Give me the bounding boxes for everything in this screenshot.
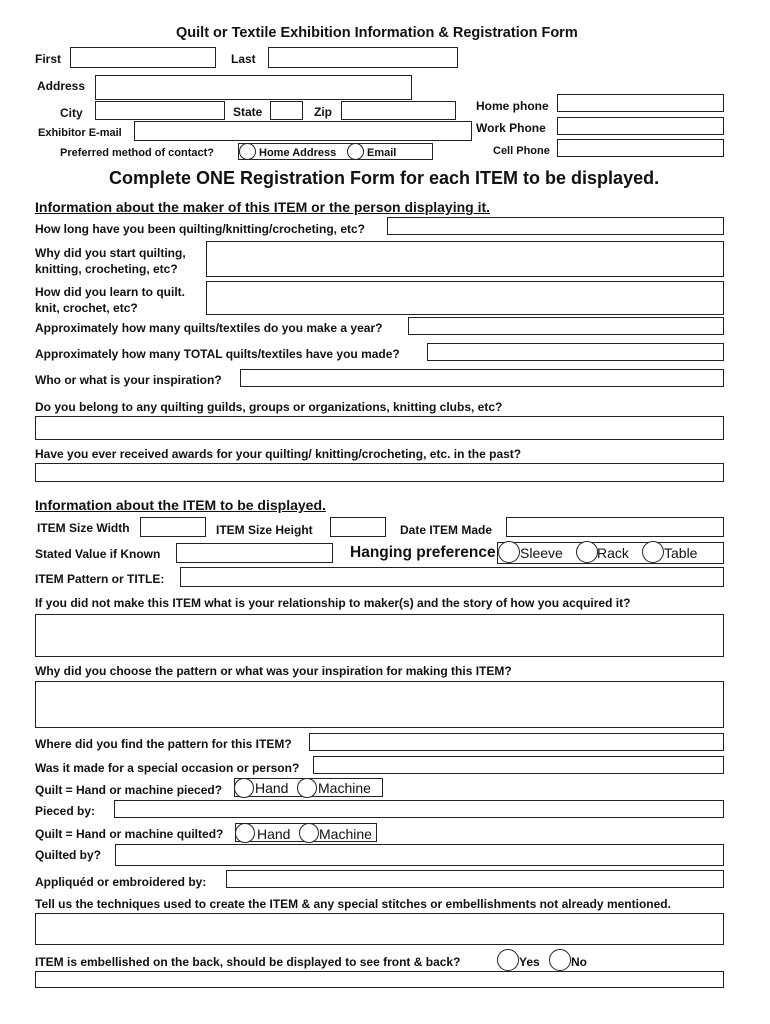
item-height-label: ITEM Size Height: [216, 523, 313, 537]
rack-radio[interactable]: [576, 541, 598, 563]
table-radio[interactable]: [642, 541, 664, 563]
pieced-by-field[interactable]: [114, 800, 724, 818]
city-label: City: [60, 106, 83, 120]
city-field[interactable]: [95, 101, 225, 120]
address-field[interactable]: [95, 75, 412, 100]
guilds-field[interactable]: [35, 416, 724, 440]
applique-label: Appliquéd or embroidered by:: [35, 875, 207, 889]
address-label: Address: [37, 79, 86, 93]
pieced-hand-radio[interactable]: [234, 778, 254, 798]
relationship-question: If you did not make this ITEM what is your relationship to maker(s) and the story of how you acquired it?: [35, 596, 631, 610]
date-made-field[interactable]: [506, 517, 724, 537]
back-display-question: ITEM is embellished on the back, should be displayed to see front & back?: [35, 955, 461, 969]
item-width-label: ITEM Size Width: [37, 521, 130, 535]
per-year-question: Approximately how many quilts/textiles do you make a year?: [35, 321, 383, 335]
where-pattern-field[interactable]: [309, 733, 724, 751]
back-no-radio[interactable]: [549, 949, 571, 971]
why-start-question-line1: Why did you start quilting,: [35, 246, 186, 260]
inspiration-question: Who or what is your inspiration?: [35, 373, 222, 387]
quilted-by-field[interactable]: [115, 844, 724, 866]
state-field[interactable]: [270, 101, 303, 120]
quilted-hand-option-label: Hand: [257, 826, 291, 842]
cell-phone-field[interactable]: [557, 139, 724, 157]
date-made-label: Date ITEM Made: [400, 523, 493, 537]
back-no-option-label: No: [571, 955, 587, 969]
total-field[interactable]: [427, 343, 724, 361]
email-label: Exhibitor E-mail: [38, 127, 122, 139]
special-occasion-question: Was it made for a special occasion or person?: [35, 761, 300, 775]
where-pattern-question: Where did you find the pattern for this ITEM?: [35, 737, 292, 751]
hanging-preference-label: Hanging preference: [350, 544, 496, 561]
item-section-title: Information about the ITEM to be displayed.: [35, 497, 326, 513]
applique-field[interactable]: [226, 870, 724, 888]
pieced-hand-option-label: Hand: [255, 780, 289, 796]
last-name-field[interactable]: [268, 47, 458, 68]
table-option-label: Table: [664, 545, 698, 561]
back-display-field[interactable]: [35, 971, 724, 988]
state-label: State: [233, 105, 263, 119]
email-field[interactable]: [134, 121, 472, 141]
home-address-option-label: Home Address: [259, 147, 337, 159]
back-yes-option-label: Yes: [519, 955, 540, 969]
rack-option-label: Rack: [597, 545, 629, 561]
pieced-machine-option-label: Machine: [318, 780, 371, 796]
home-phone-field[interactable]: [557, 94, 724, 112]
awards-field[interactable]: [35, 463, 724, 482]
guilds-question: Do you belong to any quilting guilds, groups or organizations, knitting clubs, etc?: [35, 400, 503, 414]
how-learn-question-line2: knit, crochet, etc?: [35, 301, 138, 315]
how-learn-field[interactable]: [206, 281, 724, 315]
why-start-field[interactable]: [206, 241, 724, 277]
item-height-field[interactable]: [330, 517, 386, 537]
form-title: Quilt or Textile Exhibition Information & Registration Form: [176, 25, 578, 41]
why-pattern-question: Why did you choose the pattern or what was your inspiration for making this ITEM?: [35, 664, 512, 678]
awards-question: Have you ever received awards for your quilting/ knitting/crocheting, etc. in the past?: [35, 447, 522, 461]
last-name-label: Last: [231, 52, 256, 66]
email-radio[interactable]: [347, 143, 364, 160]
how-long-question: How long have you been quilting/knitting/crocheting, etc?: [35, 222, 366, 236]
maker-section-title: Information about the maker of this ITEM or the person displaying it.: [35, 199, 491, 215]
per-year-field[interactable]: [408, 317, 724, 335]
pieced-method-question: Quilt = Hand or machine pieced?: [35, 783, 223, 797]
sleeve-radio[interactable]: [498, 541, 520, 563]
relationship-field[interactable]: [35, 614, 724, 657]
quilted-by-label: Quilted by?: [35, 848, 101, 862]
work-phone-field[interactable]: [557, 117, 724, 135]
sleeve-option-label: Sleeve: [520, 545, 563, 561]
back-yes-radio[interactable]: [497, 949, 519, 971]
how-long-field[interactable]: [387, 217, 724, 235]
quilted-machine-radio[interactable]: [299, 823, 319, 843]
email-option-label: Email: [367, 147, 397, 159]
zip-label: Zip: [314, 105, 332, 119]
special-occasion-field[interactable]: [313, 756, 724, 774]
techniques-field[interactable]: [35, 913, 724, 945]
home-address-radio[interactable]: [239, 143, 256, 160]
first-name-label: First: [35, 52, 62, 66]
why-pattern-field[interactable]: [35, 681, 724, 728]
work-phone-label: Work Phone: [476, 121, 546, 135]
home-phone-label: Home phone: [476, 99, 549, 113]
quilted-machine-option-label: Machine: [319, 826, 372, 842]
total-question: Approximately how many TOTAL quilts/textiles have you made?: [35, 347, 400, 361]
pieced-machine-radio[interactable]: [297, 778, 317, 798]
why-start-question-line2: knitting, crocheting, etc?: [35, 262, 178, 276]
stated-value-field[interactable]: [176, 543, 333, 563]
techniques-question: Tell us the techniques used to create the ITEM & any special stitches or embellishments not already mentioned.: [35, 897, 671, 911]
pattern-title-label: ITEM Pattern or TITLE:: [35, 572, 165, 586]
instructions-heading: Complete ONE Registration Form for each ITEM to be displayed.: [109, 168, 660, 188]
zip-field[interactable]: [341, 101, 456, 120]
preferred-contact-label: Preferred method of contact?: [60, 147, 215, 159]
pieced-by-label: Pieced by:: [35, 804, 96, 818]
quilted-hand-radio[interactable]: [235, 823, 255, 843]
pattern-title-field[interactable]: [180, 567, 724, 587]
item-width-field[interactable]: [140, 517, 206, 537]
stated-value-label: Stated Value if Known: [35, 547, 161, 561]
how-learn-question-line1: How did you learn to quilt.: [35, 285, 185, 299]
first-name-field[interactable]: [70, 47, 216, 68]
inspiration-field[interactable]: [240, 369, 724, 387]
cell-phone-label: Cell Phone: [493, 145, 550, 157]
quilted-method-question: Quilt = Hand or machine quilted?: [35, 827, 224, 841]
